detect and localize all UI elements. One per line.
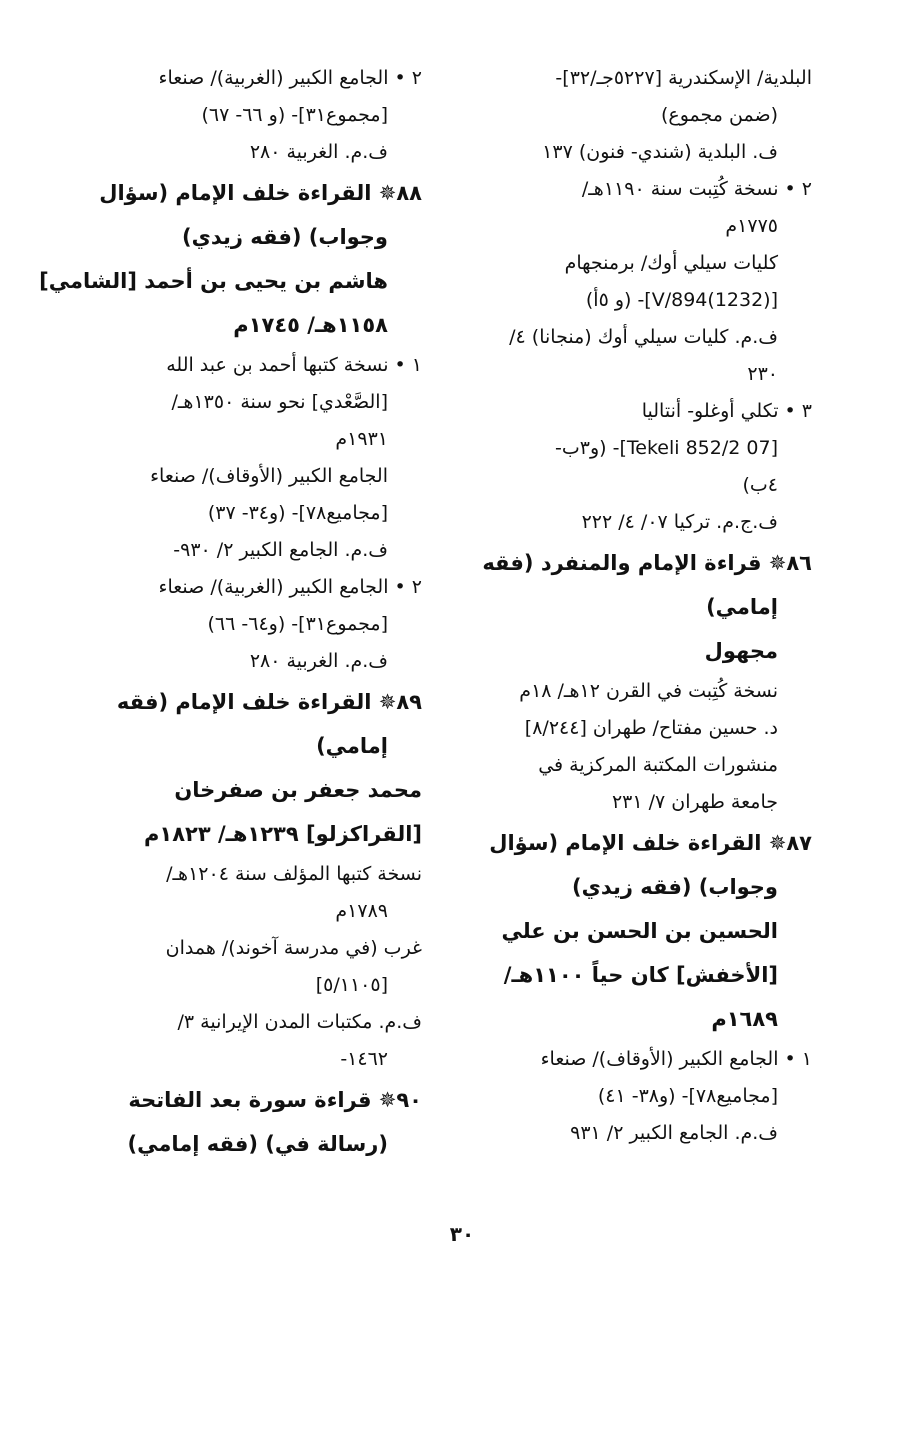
entry-heading: إمامي)	[706, 595, 778, 619]
text-line: [07 Tekeli 852/2]- (و٣ب-	[555, 437, 778, 459]
author-name: محمد جعفر بن صفرخان	[174, 778, 422, 802]
author-name: ١١٥٨هـ/ ١٧٤٥م	[233, 313, 388, 337]
right-column	[460, 60, 812, 1152]
text-line: نسخة كتبها المؤلف سنة ١٢٠٤هـ/	[166, 863, 422, 885]
text-line: ف.م. الغربية ٢٨٠	[249, 650, 388, 672]
left-column	[39, 60, 422, 1166]
text-line: ف.م. مكتبات المدن الإيرانية ٣/	[177, 1011, 422, 1033]
text-line: [٥/١١٠٥]	[315, 974, 388, 996]
text-line: ف.ج.م. تركيا ٠٧/ ٤/ ٢٢٢	[581, 511, 778, 533]
text-line: ف.م. الجامع الكبير ٢/ ٩٣١	[570, 1122, 778, 1144]
text-line: نسخة كُتِبت في القرن ١٢هـ/ ١٨م	[519, 680, 778, 702]
text-line: ١٧٧٥م	[725, 215, 778, 237]
text-line: جامعة طهران ٧/ ٢٣١	[611, 791, 778, 813]
text-line: كليات سيلي أوك/ برمنجهام	[564, 252, 778, 274]
text-line: [مجموع٣١]- (و٦٤- ٦٦)	[207, 613, 388, 635]
author-name: هاشم بن يحيى بن أحمد [الشامي]	[39, 269, 388, 293]
author-name: الحسين بن الحسن بن علي	[501, 919, 778, 943]
entry-heading: ٩٠✵ قراءة سورة بعد الفاتحة	[128, 1088, 422, 1112]
text-line: الجامع الكبير (الأوقاف)/ صنعاء	[150, 465, 388, 487]
entry-heading: ٨٧✵ القراءة خلف الإمام (سؤال	[489, 831, 812, 855]
text-line: [مجموع٣١]- (و ٦٦- ٦٧)	[201, 104, 388, 126]
author-name: مجهول	[704, 639, 778, 663]
text-line: د. حسين مفتاح/ طهران [٨/٢٤٤]	[524, 717, 778, 739]
text-line: [مجاميع٧٨]- (و٣٤- ٣٧)	[207, 502, 388, 524]
author-name: [الأخفش] كان حياً ١١٠٠هـ/	[503, 963, 778, 987]
page-number: ٣٠	[449, 1222, 475, 1246]
text-line: غرب (في مدرسة آخوند)/ همدان	[165, 937, 422, 959]
text-line: ٢ • الجامع الكبير (الغربية)/ صنعاء	[158, 67, 422, 89]
entry-heading: وجواب) (فقه زيدي)	[181, 225, 388, 249]
text-line: [مجاميع٧٨]- (و٣٨- ٤١)	[597, 1085, 778, 1107]
author-name: [القراكزلو] ١٢٣٩هـ/ ١٨٢٣م	[144, 822, 422, 846]
entry-heading: إمامي)	[316, 734, 388, 758]
text-line: ٢ • نسخة كُتِبت سنة ١١٩٠هـ/	[581, 178, 812, 200]
entry-heading: وجواب) (فقه زيدي)	[571, 875, 778, 899]
text-line: ٢ • الجامع الكبير (الغربية)/ صنعاء	[158, 576, 422, 598]
text-line: ١ • نسخة كتبها أحمد بن عبد الله	[166, 354, 422, 376]
entry-heading: (رسالة في) (فقه إمامي)	[127, 1132, 388, 1156]
text-line: البلدية/ الإسكندرية [٥٢٢٧جـ/٣٢]-	[555, 67, 812, 89]
text-line: ١ • الجامع الكبير (الأوقاف)/ صنعاء	[540, 1048, 812, 1070]
text-line: [الصَّعْدي] نحو سنة ١٣٥٠هـ/	[171, 391, 388, 413]
author-name: ١٦٨٩م	[711, 1007, 778, 1031]
text-line: ٣ • تكلي أوغلو- أنتاليا	[641, 400, 812, 422]
text-line: [(1232)894/V]- (و ٥أ)	[585, 289, 778, 311]
entry-heading: ٨٦✵ قراءة الإمام والمنفرد (فقه	[482, 551, 812, 575]
text-line: ١٧٨٩م	[335, 900, 388, 922]
text-line: (ضمن مجموع)	[660, 104, 778, 126]
text-line: ف.م. كليات سيلي أوك (منجانا) ٤/	[509, 326, 778, 348]
text-line: منشورات المكتبة المركزية في	[538, 754, 778, 776]
text-line: ف. البلدية (شندي- فنون) ١٣٧	[542, 141, 778, 163]
text-line: ١٤٦٢-	[340, 1048, 388, 1070]
text-line: ٢٣٠	[747, 363, 778, 385]
text-line: ف.م. الجامع الكبير ٢/ ٩٣٠-	[173, 539, 388, 561]
text-line: ٤ب)	[742, 474, 778, 496]
text-line: ف.م. الغربية ٢٨٠	[249, 141, 388, 163]
entry-heading: ٨٩✵ القراءة خلف الإمام (فقه	[116, 690, 422, 714]
entry-heading: ٨٨✵ القراءة خلف الإمام (سؤال	[99, 181, 422, 205]
text-line: ١٩٣١م	[335, 428, 388, 450]
